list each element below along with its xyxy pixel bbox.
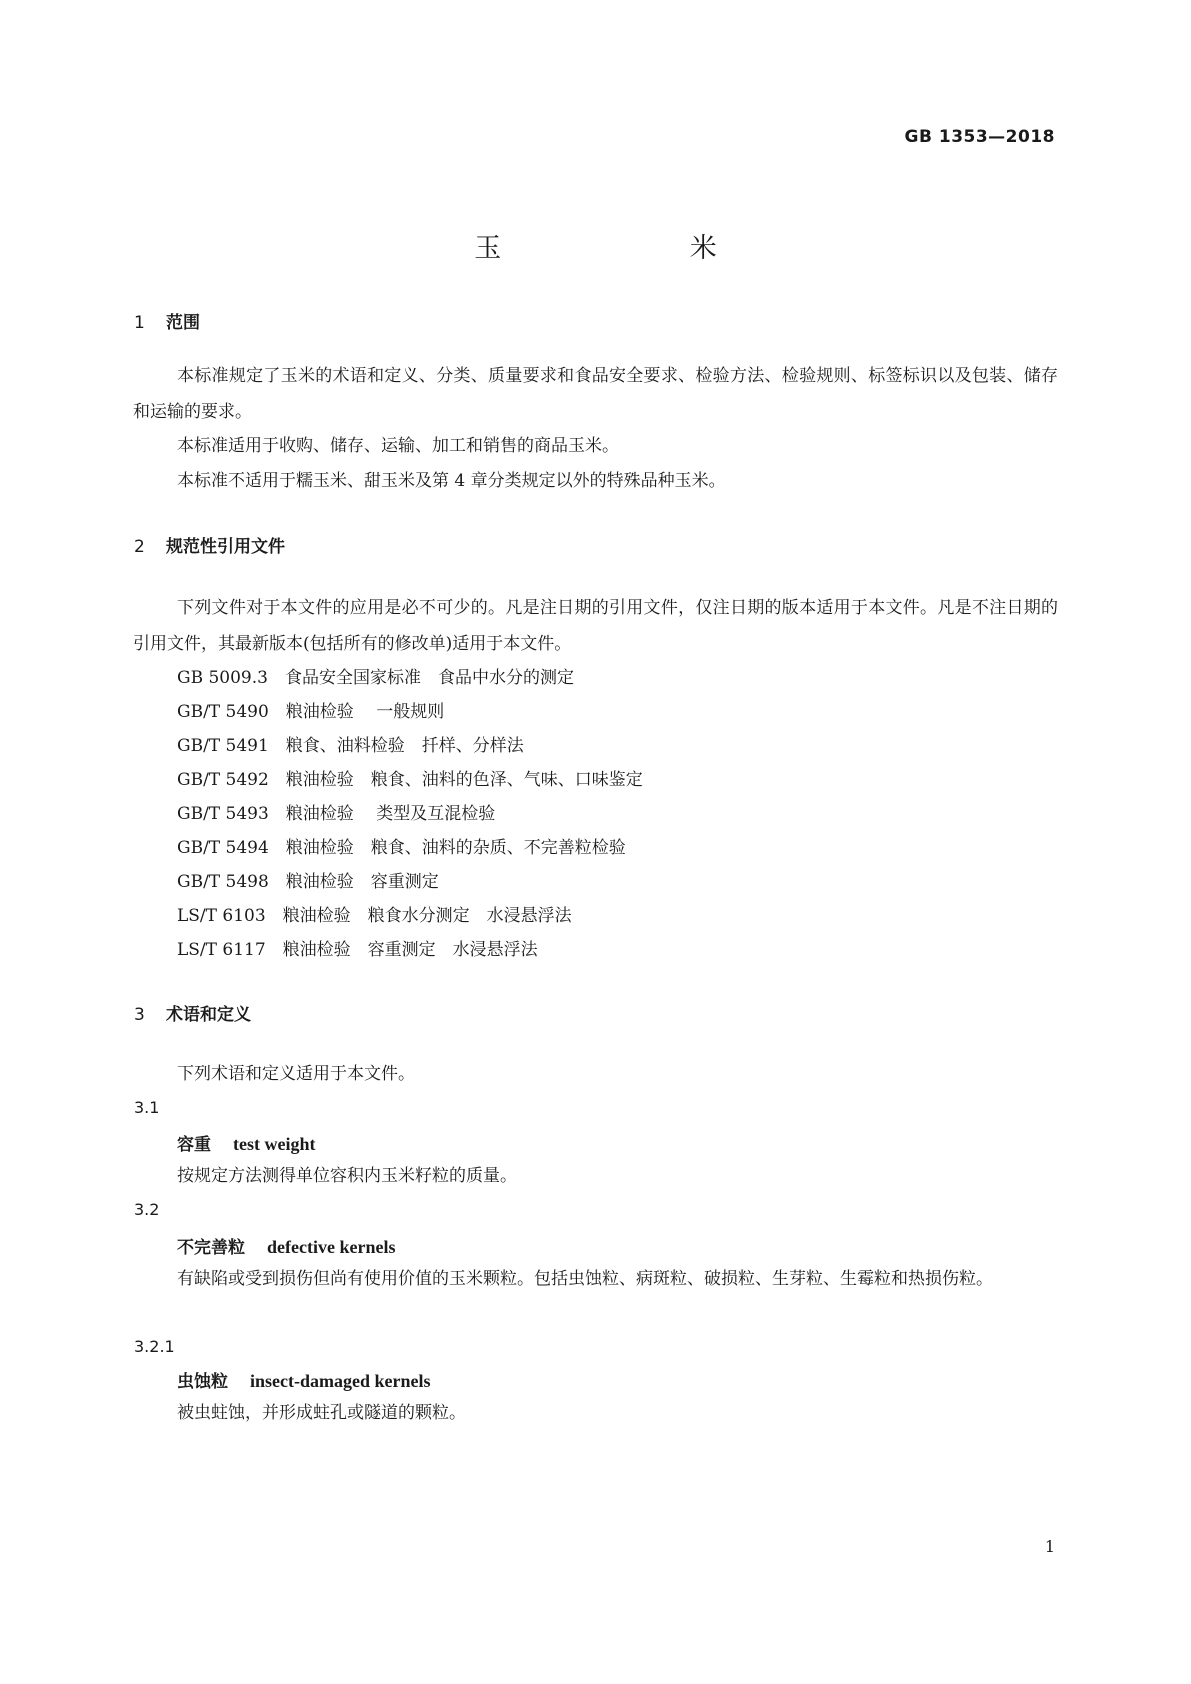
- scope-paragraph-2: 本标准适用于收购、储存、运输、加工和销售的商品玉米。: [177, 436, 619, 456]
- reference-item: GB/T 5490 粮油检验 一般规则: [177, 702, 445, 722]
- references-intro: 下列文件对于本文件的应用是必不可少的。凡是注日期的引用文件，仅注日期的版本适用于本文件。凡是不注日期的引用文件，其最新版本(包括所有的修改单)适用于本文件。: [133, 598, 1058, 654]
- term-zh: 不完善粒: [177, 1238, 245, 1258]
- section-heading-references: [134, 532, 285, 557]
- reference-item: GB/T 5491 粮食、油料检验 扦样、分样法: [177, 736, 524, 756]
- term-definition: 有缺陷或受到损伤但尚有使用价值的玉米颗粒。包括虫蚀粒、病斑粒、破损粒、生芽粒、生霉粒和热损伤粒。: [177, 1269, 993, 1289]
- term-entry: [177, 1367, 430, 1392]
- section-number: 3: [134, 1005, 145, 1025]
- reference-item: LS/T 6117 粮油检验 容重测定 水浸悬浮法: [177, 940, 538, 960]
- scope-paragraph-1: 本标准规定了玉米的术语和定义、分类、质量要求和食品安全要求、检验方法、检验规则、标签标识以及包装、储存和运输的要求。: [133, 366, 1058, 422]
- term-zh: 容重: [177, 1135, 211, 1155]
- reference-item: GB/T 5494 粮油检验 粮食、油料的杂质、不完善粒检验: [177, 838, 626, 858]
- section-number: 2: [134, 537, 145, 557]
- section-title: 术语和定义: [166, 1005, 251, 1025]
- clause-number: 3.2.1: [134, 1337, 175, 1356]
- section-heading-terms: [134, 1000, 251, 1025]
- term-en: insect-damaged kernels: [250, 1371, 431, 1391]
- section-heading-scope: [134, 308, 200, 333]
- section-number: 1: [134, 313, 145, 333]
- document-title: 玉 米: [474, 233, 807, 264]
- term-definition: 被虫蛀蚀，并形成蛀孔或隧道的颗粒。: [177, 1403, 466, 1423]
- term-entry: [177, 1130, 315, 1155]
- reference-item: GB 5009.3 食品安全国家标准 食品中水分的测定: [177, 668, 574, 688]
- term-en: defective kernels: [267, 1237, 396, 1257]
- section-title: 规范性引用文件: [166, 537, 285, 557]
- terms-intro: 下列术语和定义适用于本文件。: [177, 1064, 415, 1084]
- reference-item: GB/T 5498 粮油检验 容重测定: [177, 872, 439, 892]
- section-title: 范围: [166, 313, 200, 333]
- standard-code: GB 1353—2018: [904, 127, 1055, 147]
- term-en: test weight: [233, 1134, 316, 1154]
- reference-item: GB/T 5493 粮油检验 类型及互混检验: [177, 804, 496, 824]
- clause-number: 3.1: [134, 1098, 160, 1117]
- term-entry: [177, 1233, 395, 1258]
- scope-paragraph-3: 本标准不适用于糯玉米、甜玉米及第 4 章分类规定以外的特殊品种玉米。: [177, 471, 726, 491]
- reference-item: GB/T 5492 粮油检验 粮食、油料的色泽、气味、口味鉴定: [177, 770, 643, 790]
- clause-number: 3.2: [134, 1200, 160, 1219]
- page-number: 1: [1044, 1537, 1055, 1556]
- term-zh: 虫蚀粒: [177, 1372, 228, 1392]
- term-definition: 按规定方法测得单位容积内玉米籽粒的质量。: [177, 1166, 517, 1186]
- reference-item: LS/T 6103 粮油检验 粮食水分测定 水浸悬浮法: [177, 906, 572, 926]
